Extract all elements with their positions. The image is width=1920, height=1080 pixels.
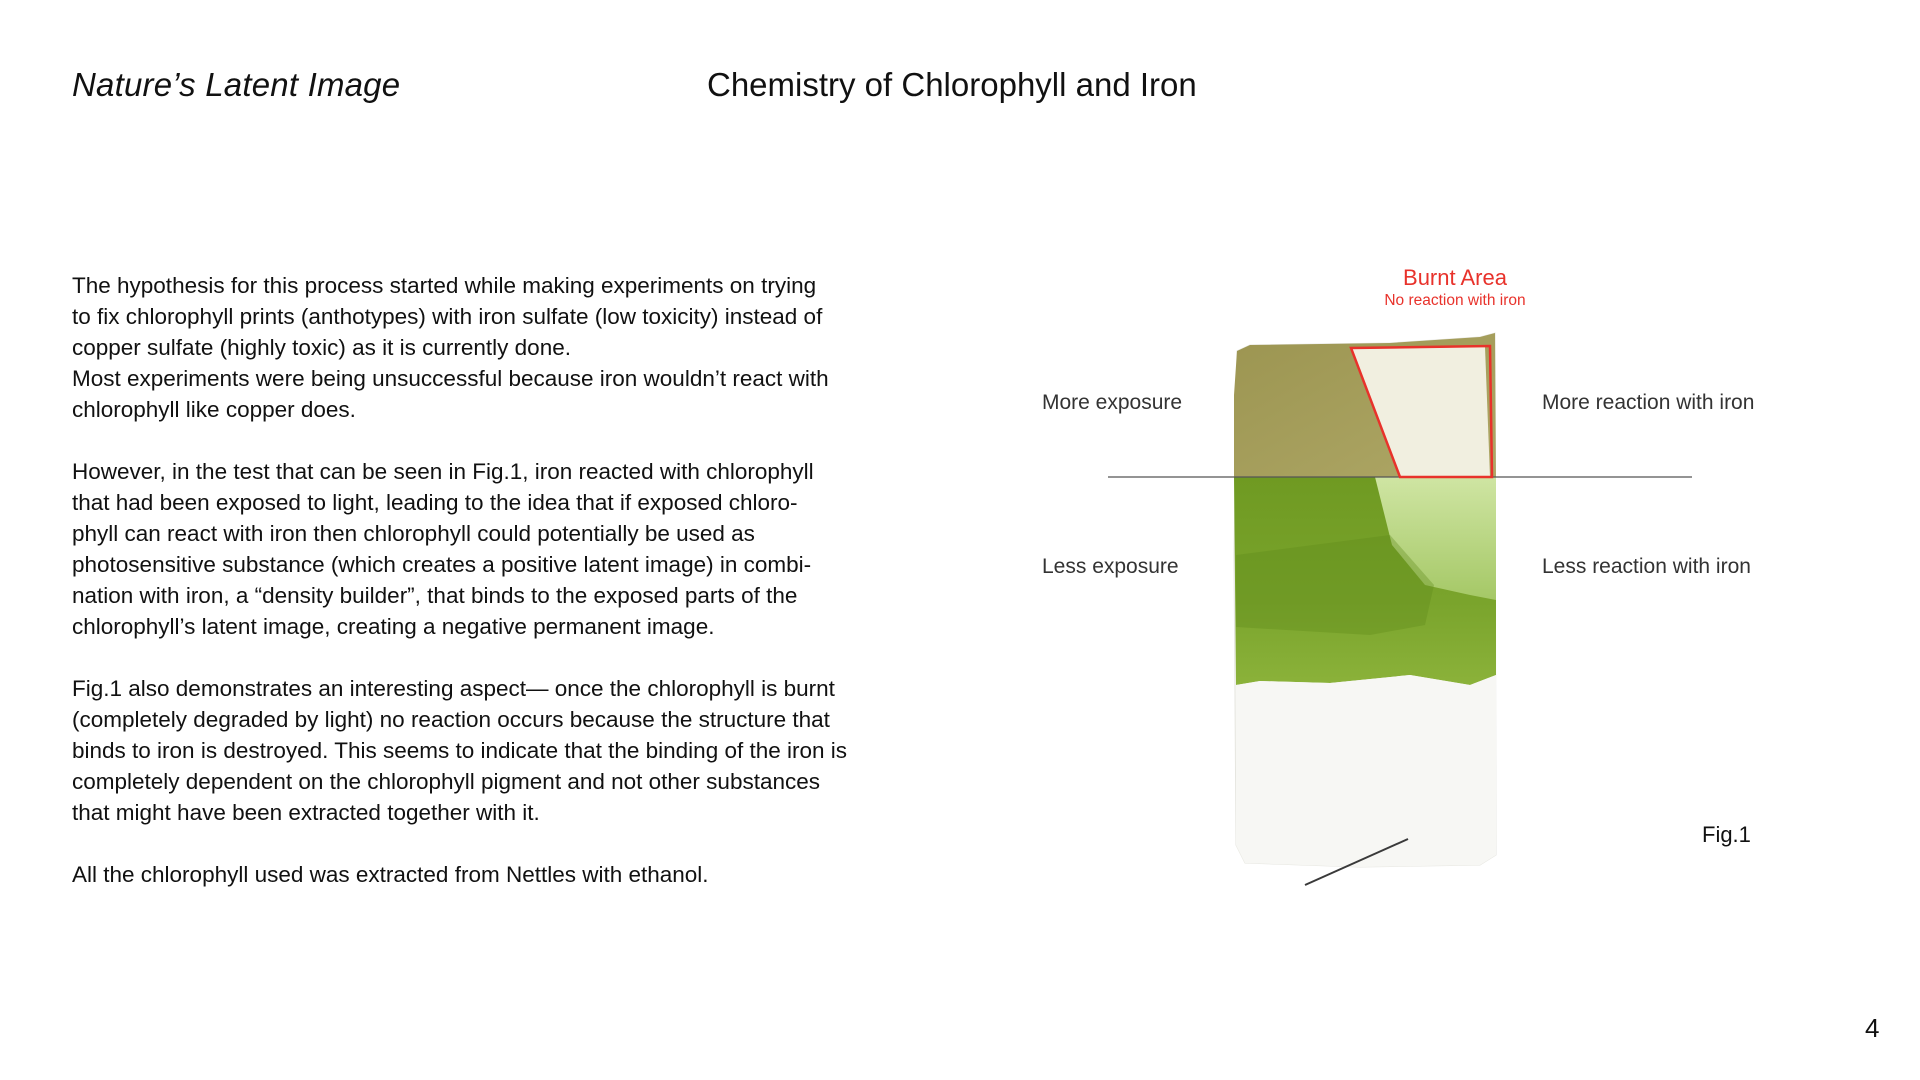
page-number: 4: [1865, 1013, 1880, 1043]
text-line: However, in the test that can be seen in Fig.1, iron reacted with chlorophyll: [72, 459, 814, 484]
text-line: to fix chlorophyll prints (anthotypes) with iron sulfate (low toxicity) instead of: [72, 304, 823, 329]
body-text: [72, 270, 877, 921]
text-line: Most experiments were being unsuccessful because iron wouldn’t react with: [72, 366, 829, 391]
text-line: nation with iron, a “density builder”, that binds to the exposed parts of the: [72, 583, 798, 608]
text-line: The hypothesis for this process started while making experiments on trying: [72, 273, 817, 298]
text-line: completely dependent on the chlorophyll pigment and not other substances: [72, 769, 820, 794]
text-line: chlorophyll’s latent image, creating a negative permanent image.: [72, 614, 715, 639]
text-line: All the chlorophyll used was extracted from Nettles with ethanol.: [72, 862, 709, 887]
figure-1: [1030, 255, 1830, 895]
burnt-area-title: Burnt Area: [1403, 265, 1507, 290]
burnt-area-subtitle: No reaction with iron: [1384, 292, 1526, 309]
section-title: Chemistry of Chlorophyll and Iron: [707, 66, 1197, 103]
paragraph-test-result: [72, 456, 877, 642]
text-line: Fig.1 also demonstrates an interesting aspect— once the chlorophyll is burnt: [72, 676, 835, 701]
doc-title: Nature’s Latent Image: [72, 66, 401, 103]
text-line: photosensitive substance (which creates a positive latent image) in combi-: [72, 552, 812, 577]
figure-caption: Fig.1: [1702, 822, 1751, 847]
unexposed-paper: [1236, 675, 1496, 867]
text-line: binds to iron is destroyed. This seems to indicate that the binding of the iron is: [72, 738, 848, 763]
text-line: (completely degraded by light) no reaction occurs because the structure that: [72, 707, 830, 732]
text-line: phyll can react with iron then chlorophyll could potentially be used as: [72, 521, 755, 546]
label-more-exposure: More exposure: [1042, 391, 1183, 414]
paragraph-hypothesis: [72, 270, 877, 425]
label-less-reaction: Less reaction with iron: [1542, 555, 1751, 578]
text-line: copper sulfate (highly toxic) as it is currently done.: [72, 335, 571, 360]
label-less-exposure: Less exposure: [1042, 555, 1179, 578]
text-line: that might have been extracted together with it.: [72, 800, 540, 825]
text-line: chlorophyll like copper does.: [72, 397, 356, 422]
label-more-reaction: More reaction with iron: [1542, 391, 1755, 414]
text-line: that had been exposed to light, leading to the idea that if exposed chloro-: [72, 490, 798, 515]
paragraph-extraction: [72, 859, 877, 890]
paragraph-burnt-aspect: [72, 673, 877, 828]
